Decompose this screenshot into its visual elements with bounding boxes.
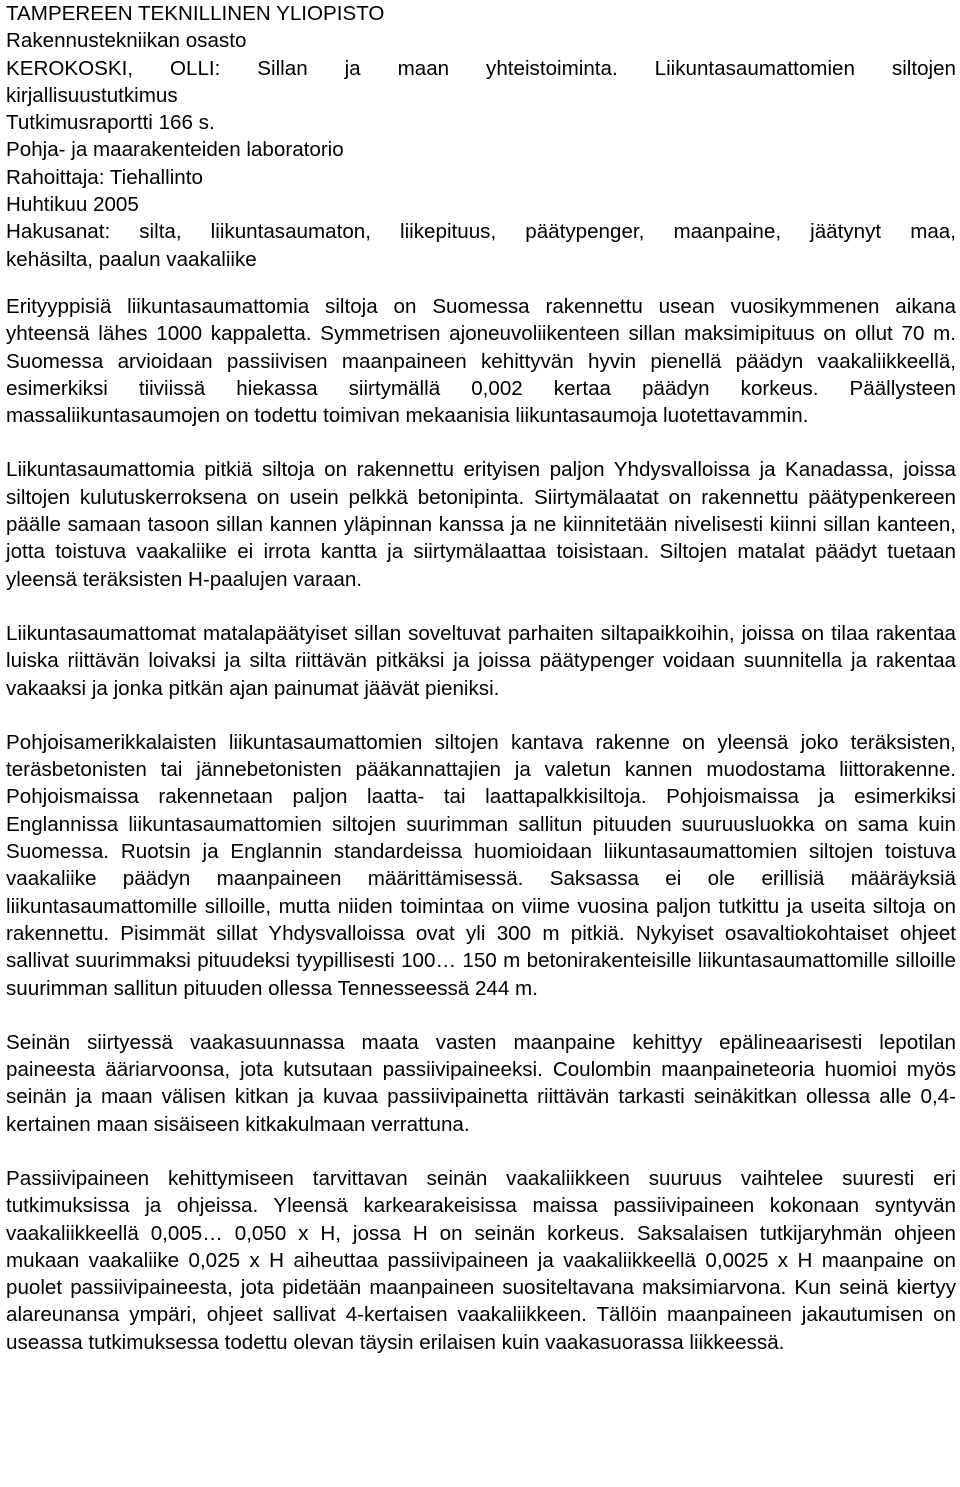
paragraph-4: Pohjoisamerikkalaisten liikuntasaumattomien siltojen kantava rakenne on yleensä joko teräksisten, teräsbetonisten tai jännebetonisten pääkannattajien ja valetun kannen muodostama liittorakenne. Pohjoismaissa rakennetaan paljon laatta- tai laattapalkkisiltoja. Pohjoismaissa ja esimerkiksi Englannissa liikuntasaumattomien siltojen suurimman sallitun pituuden suuruusluokka on sama kuin Suomessa. Ruotsin ja Englannin standardeissa huomioidaan liikuntasaumattomien siltojen toistuva vaakaliike päädyn maanpaineen määrittämisessä. Saksassa ei ole erillisiä määräyksiä liikuntasaumattomille silloille, mutta niiden toimintaa on viime vuosina paljon tutkittu ja useita siltoja on rakennettu. Pisimmät sillat Yhdysvalloissa ovat yli 300 m pitkiä. Nykyiset osavaltiokohtaiset ohjeet sallivat suurimmaksi pituudeksi tyypillisesti 100… 150 m betonirakenteisille liikuntasaumattomille silloille suurimman sallitun pituuden ollessa Tennesseessä 244 m. (6, 730, 956, 1000)
keywords-line-2: kehäsilta, paalun vaakaliike (6, 247, 257, 271)
funder: Rahoittaja: Tiehallinto (6, 165, 203, 189)
abstract-page (6, 0, 956, 1356)
report-date: Huhtikuu 2005 (6, 193, 139, 217)
report-type: Tutkimusraportti 166 s. (6, 111, 215, 135)
keywords-line-1: Hakusanat: silta, liikuntasaumaton, liikepituus, päätypenger, maanpaine, jäätynyt maa, (6, 220, 956, 244)
report-title-line-1: KEROKOSKI, OLLI: Sillan ja maan yhteistoiminta. Liikuntasaumattomien siltojen (6, 56, 956, 80)
laboratory-name: Pohja- ja maarakenteiden laboratorio (6, 138, 344, 162)
paragraph-3: Liikuntasaumattomat matalapäätyiset sillan soveltuvat parhaiten siltapaikkoihin, joissa on tilaa rakentaa luiska riittävän loivaksi ja silta riittävän pitkäksi ja joissa päätypenger voidaan suunnitella ja rakentaa vakaaksi ja jonka pitkän ajan painumat jäävät pieniksi. (6, 621, 956, 700)
report-title-line-2: kirjallisuustutkimus (6, 83, 178, 107)
paragraph-2: Liikuntasaumattomia pitkiä siltoja on rakennettu erityisen paljon Yhdysvalloissa ja Kanadassa, joissa siltojen kulutuskerroksena on usein pelkkä betonipinta. Siirtymälaatat on rakennettu päätypenkereen päälle samaan tasoon sillan kannen yläpinnan kanssa ja ne kiinnitetään nivelisesti kiinni sillan kanteen, jotta toistuva vaakaliike ei irrota kantta ja siirtymälaattaa toisistaan. Siltojen matalat päädyt tuetaan yleensä teräksisten H-paalujen varaan. (6, 458, 956, 591)
paragraph-5: Seinän siirtyessä vaakasuunnassa maata vasten maanpaine kehittyy epälineaarisesti lepotilan paineesta ääriarvoonsa, jota kutsutaan passiivipaineeksi. Coulombin maanpaineteoria huomioi myös seinän ja maan välisen kitkan ja kuvaa passiivipainetta riittävän tarkasti seinäkitkan ollessa alle 0,4-kertainen maan sisäiseen kitkakulmaan verrattuna. (6, 1030, 956, 1136)
paragraph-1: Erityyppisiä liikuntasaumattomia siltoja on Suomessa rakennettu usean vuosikymmenen aikana yhteensä lähes 1000 kappaletta. Symmetrisen ajoneuvoliikenteen sillan maksimipituus on ollut 70 m. Suomessa arvioidaan passiivisen maanpaineen kehittyvän hyvin pienellä päädyn vaakaliikkeellä, esimerkiksi tiiviissä hiekassa siirtymällä 0,002 kertaa päädyn korkeus. Päällysteen massaliikuntasaumojen on todettu toimivan mekaanisia liikuntasaumoja luotettavammin. (6, 294, 956, 428)
university-name: TAMPEREEN TEKNILLINEN YLIOPISTO (6, 2, 385, 25)
department-name: Rakennustekniikan osasto (6, 29, 247, 53)
paragraph-6: Passiivipaineen kehittymiseen tarvittavan seinän vaakaliikkeen suuruus vaihtelee suuresti eri tutkimuksissa ja ohjeissa. Yleensä karkearakeisissa maissa passiivipaineen kokonaan syntyvän vaakaliikkeellä 0,005… 0,050 x H, jossa H on seinän korkeus. Saksalaisen tutkijaryhmän ohjeen mukaan vaakaliike 0,025 x H aiheuttaa passiivipaineen ja vaakaliikkeellä 0,0025 x H maanpaine on puolet passiivipaineesta, jota pidetään maanpaineen suositeltavana maksimiarvona. Kun seinä kiertyy alareunansa ympäri, ohjeet sallivat 4-kertaisen vaakaliikkeen. Tällöin maanpaineen jakautumisen on useassa tutkimuksessa todettu olevan täysin erilaisen kuin vaakasuorassa liikkeessä. (6, 1166, 956, 1354)
